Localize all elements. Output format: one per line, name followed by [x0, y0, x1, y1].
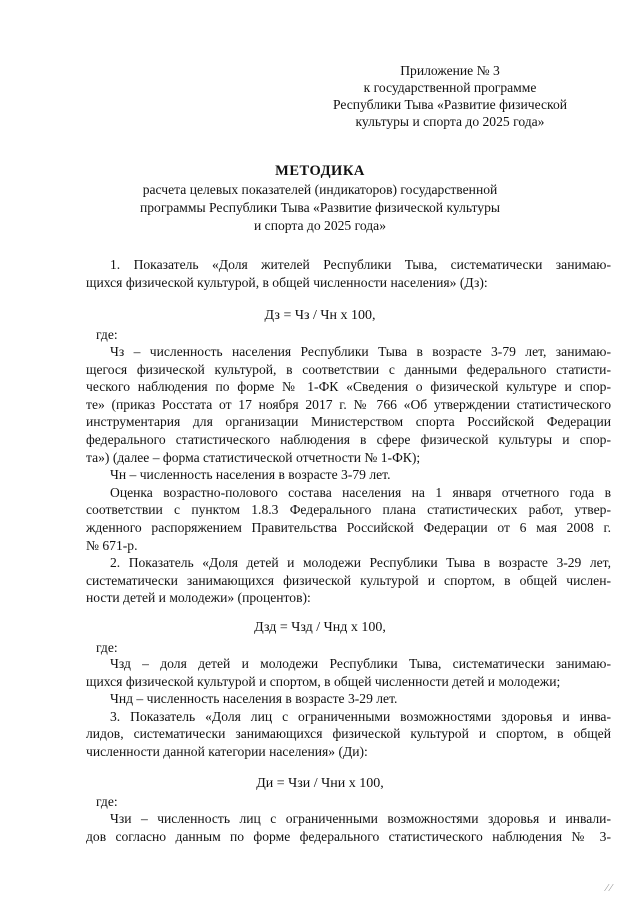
text-line: щихся физической культурой, в общей численности населения» (Дз):: [86, 274, 488, 290]
appendix-line: культуры и спорта до 2025 года»: [355, 114, 545, 129]
text-line: те» (приказ Росстата от 17 ноября 2017 г. № 766 «Об утверждении статистического: [86, 396, 611, 412]
appendix-line: Республики Тыва «Развитие физической: [332, 97, 568, 112]
formula-dz: Дз = Чз / Чн x 100,: [264, 308, 376, 323]
document-subtitle: [100, 181, 540, 235]
scan-mark: ⁄ ⁄: [606, 883, 612, 894]
text-line: Чзд – доля детей и молодежи Республики Тыва, систематически занимаю-: [110, 656, 611, 671]
text-line: 3. Показатель «Доля лиц с ограниченными возможностями здоровья и инва-: [110, 708, 611, 724]
text-line: ческого наблюдения по форме № 1-ФК «Сведения о физической культуре и спор-: [86, 379, 611, 395]
paragraph-indicator-1: [86, 256, 611, 291]
where-label: где:: [96, 327, 118, 342]
text-line: Чзи – численность лиц с ограниченными возможностями здоровья и инвали-: [110, 811, 611, 826]
appendix-line: к государственной программе: [363, 80, 537, 95]
subtitle-line: программы Республики Тыва «Развитие физической культуры: [139, 200, 501, 215]
text-line: № 671-р.: [86, 537, 138, 553]
appendix-line: Приложение № 3: [400, 63, 500, 78]
text-line: дов согласно данным по форме федерального статистического наблюдения № 3-: [86, 828, 611, 844]
text-line: лидов, систематически занимающихся физической культурой и спортом, в общей: [86, 726, 611, 742]
text-line: ности детей и молодежи» (процентов):: [86, 590, 311, 606]
text-line: 1. Показатель «Доля жителей Республики Тыва, систематически занимаю-: [110, 257, 611, 272]
appendix-header: [300, 62, 600, 130]
paragraph-definitions-3: [86, 810, 611, 845]
text-line: та») (далее – форма статистической отчетности № 1-ФК);: [86, 449, 421, 465]
text-line: систематически занимающихся физической культурой и спортом, в общей числен-: [86, 572, 611, 588]
text-line: инструментария для организации Министерством спорта Российской Федерации: [86, 414, 611, 430]
text-line: Чнд – численность населения в возрасте 3-29 лет.: [110, 691, 398, 707]
text-line: щегося физической культурой, в соответствии с данными федерального статисти-: [86, 361, 611, 377]
subtitle-line: расчета целевых показателей (индикаторов) государственной: [142, 182, 498, 197]
where-label: где:: [96, 640, 118, 655]
formula-dzd: Дзд = Чзд / Чнд x 100,: [254, 620, 386, 635]
text-line: жденного распоряжением Правительства Российской Федерации от 6 мая 2008 г.: [86, 519, 611, 535]
text-line: численности данной категории населения» (Ди):: [86, 743, 368, 759]
document-title: МЕТОДИКА: [275, 163, 365, 179]
where-label: где:: [96, 794, 118, 809]
text-line: соответствии с пунктом 1.8.3 Федерального плана статистических работ, утвер-: [86, 502, 611, 518]
paragraph-definitions-2: [86, 655, 611, 761]
text-line: щихся физической культурой и спортом, в общей численности детей и молодежи;: [86, 673, 561, 689]
formula-di: Ди = Чзи / Чни x 100,: [256, 776, 384, 791]
subtitle-line: и спорта до 2025 года»: [253, 218, 387, 233]
paragraph-definitions-1: [86, 343, 611, 607]
text-line: Чз – численность населения Республики Тыва в возрасте 3-79 лет, занимаю-: [110, 344, 611, 359]
text-line: 2. Показатель «Доля детей и молодежи Республики Тыва в возрасте 3-29 лет,: [110, 555, 611, 571]
text-line: Оценка возрастно-полового состава населения на 1 января отчетного года в: [110, 484, 611, 500]
text-line: Чн – численность населения в возрасте 3-79 лет.: [110, 467, 391, 483]
text-line: федерального статистического наблюдения в сфере физической культуры и спор-: [86, 431, 611, 447]
